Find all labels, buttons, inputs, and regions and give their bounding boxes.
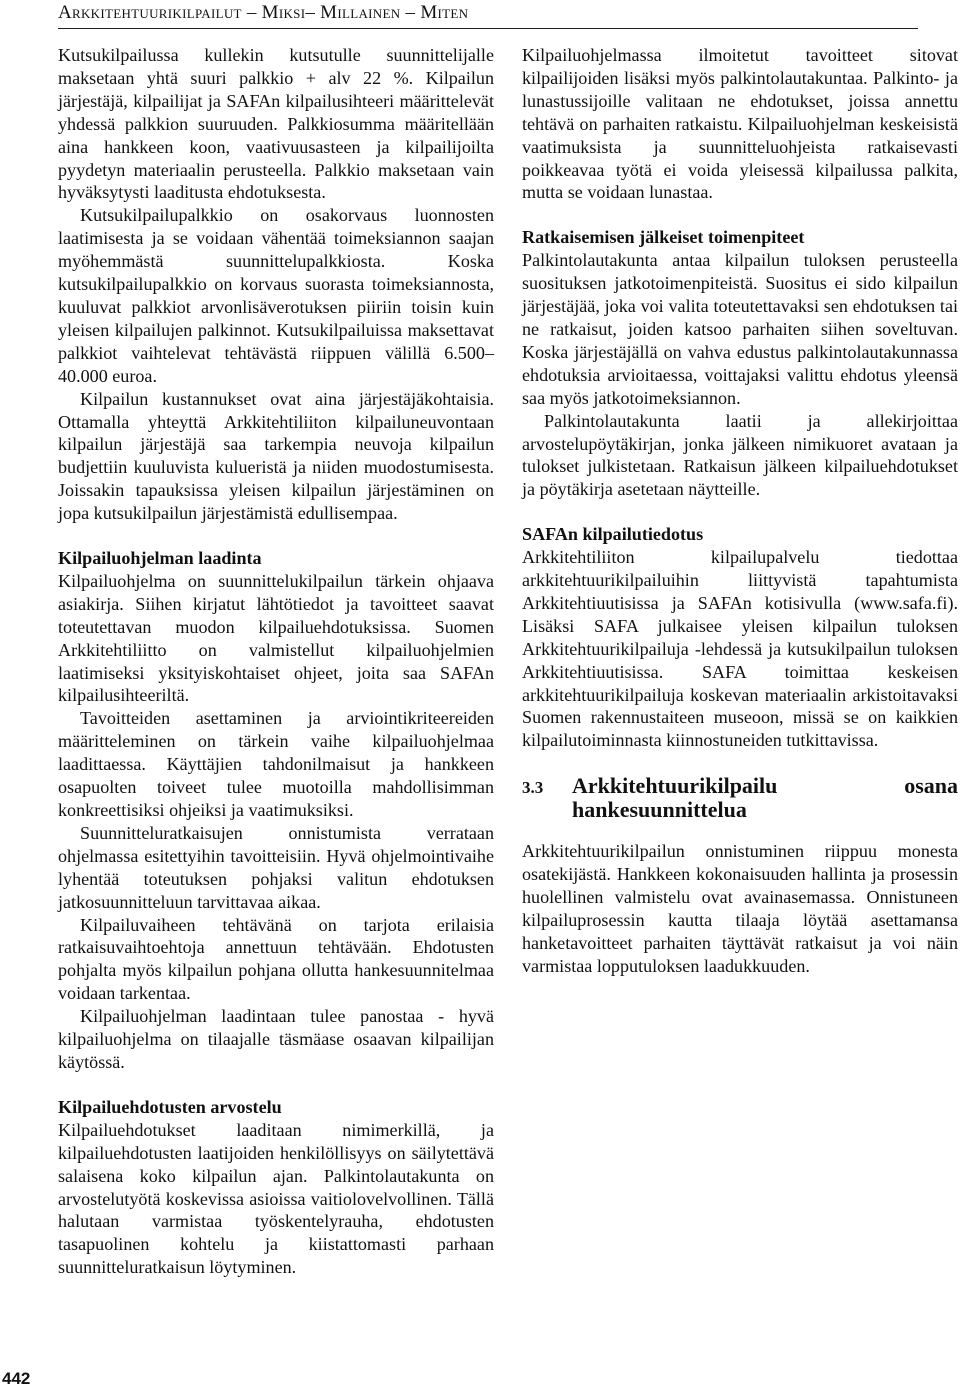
- section-heading: [522, 774, 958, 822]
- paragraph: Arkkitehtiliiton kilpailupalvelu tiedottaa arkkitehtuurikilpailuihin liittyvistä tapahtumista Arkkitehtiuutisissa ja SAFAn kotisivulla (www.safa.fi). Lisäksi SAFA julkaisee yleisen kilpailun tuloksen Arkkitehtuurikilpailuja -lehdessä ja kutsukilpailun tuloksen Arkkitehtiuutisissa. SAFA toimittaa keskeisen arkkitehtuurikilpailuja koskevan materiaalin arkistoitavaksi Suomen rakennustaiteen museoon, missä se on kaikkien kilpailutoiminnasta kiinnostuneiden tutkittavissa.: [522, 547, 958, 751]
- paragraph: Tavoitteiden asettaminen ja arviointikriteereiden määritteleminen on tärkein vaihe kilpailuohjelmaa laadittaessa. Käyttäjien tahdonilmaisut ja hankkeen osapuolten toiveet tulee muotoilla mahdollisimman konkreettisiksi ohjeiksi ja vaatimuksiksi.: [58, 708, 494, 820]
- paragraph: Kilpailuohjelma on suunnittelukilpailun tärkein ohjaava asiakirja. Siihen kirjatut lähtötiedot ja tavoitteet saavat toteutettavan muodon kilpailuehdotuksissa. Suomen Arkkitehtiliitto on valmistellut kilpailuohjelmien laatimiseksi yksityiskohtaiset ohjeet, joita saa SAFAn kilpailusihteeriltä.: [58, 570, 494, 706]
- paragraph: Kutsukilpailussa kullekin kutsutulle suunnittelijalle maksetaan yhtä suuri palkkio + alv 22 %. Kilpailun järjestäjä, kilpailijat ja SAFAn kilpailusihteeri määrittelevät yhdessä palkkion suuruuden. Palkkiosumma määritellään aina hankkeen koon, vaativuusasteen ja kilpailijoilta pyydetyn materiaalin perusteella. Palkkio maksetaan vain hyväksytysti laaditusta ehdotuksesta.: [58, 45, 494, 203]
- right-column: [522, 44, 958, 978]
- section-number: 3.3: [522, 778, 544, 798]
- paragraph: Kilpailuohjelman laadintaan tulee panostaa - hyvä kilpailuohjelma on tilaajalle täsmäase osaavan kilpailijan käytössä.: [58, 1006, 494, 1072]
- paragraph: Kutsukilpailupalkkio on osakorvaus luonnosten laatimisesta ja se voidaan vähentää toimeksiannon saajan myöhemmästä suunnittelupalkkiosta. Koska kutsukilpailupalkkio on korvaus suorasta toimeksiannosta, kuuluvat palkkiot arvonlisäverotuksen piiriin toisin kuin yleisen kilpailujen palkinnot. Kutsukilpailuissa maksettavat palkkiot vaihtelevat tehtävästä riippuen välillä 6.500–40.000 euroa.: [58, 205, 494, 386]
- paragraph: Kilpailun kustannukset ovat aina järjestäjäkohtaisia. Ottamalla yhteyttä Arkkitehtiliiton kilpailuneuvontaan kilpailun järjestäjä saa tarkempia neuvoja kilpailun budjettiin kuuluvista kulueristä ja niiden muodostumisesta. Joissakin tapauksissa yleisen kilpailun järjestäminen on jopa kutsukilpailun järjestämistä edullisempaa.: [58, 388, 494, 524]
- paragraph: Kilpailuohjelmassa ilmoitetut tavoitteet sitovat kilpailijoiden lisäksi myös palkintolautakuntaa. Palkinto- ja lunastussijoille valitaan ne ehdotukset, joissa annettu tehtävä on parhaiten ratkaistu. Kilpailuohjelman keskeisistä vaatimuksista ja suunnitteluohjeista ratkaisevasti poikkeavaa työtä ei voida yleisessä kilpailussa palkita, mutta se voidaan lunastaa.: [522, 45, 958, 203]
- running-head: Arkkitehtuurikilpailut – Miksi– Millainen – Miten: [58, 2, 918, 29]
- paragraph: Kilpailuehdotukset laaditaan nimimerkillä, ja kilpailuehdotusten laatijoiden henkilöllisyys on säilytettävä salaisena koko kilpailun ajan. Palkintolautakunta on arvostelutyötä koskevissa asioissa vaitiolovelvollinen. Tällä halutaan varmistaa työskentelyrauha, ehdotusten tasapuolinen kohtelu ja kiistattomasti parhaan suunnitteluratkaisun löytyminen.: [58, 1119, 494, 1278]
- page-number: 442: [2, 1369, 31, 1388]
- paragraph: Arkkitehtuurikilpailun onnistuminen riippuu monesta osatekijästä. Hankkeen kokonaisuuden hallinta ja prosessin huolellinen valmistelu ovat avainasemassa. Onnistuneen kilpailuprosessin kautta tilaaja löytää asettamansa hanketavoitteet parhaiten täyttävät ratkaisut ja voi näin varmistaa lopputuloksen laadukkuuden.: [522, 841, 958, 976]
- paragraph: Palkintolautakunta laatii ja allekirjoittaa arvostelupöytäkirjan, jonka jälkeen nimikuoret avataan ja tulokset julkistetaan. Ratkaisun jälkeen kilpailuehdotukset ja pöytäkirja asetetaan näytteille.: [522, 410, 958, 500]
- paragraph: Palkintolautakunta antaa kilpailun tuloksen perusteella suosituksen jatkotoimenpiteistä. Suositus ei sido kilpailun järjestäjää, joka voi valita toteutettavaksi sen ehdotuksen tai ne ratkaisut, joiden katsoo parhaiten siihen soveltuvan. Koska järjestäjällä on vahva edustus palkintolautakunnassa ehdotuksia arvioitaessa, voittajaksi valittu ehdotus yleensä saa myös jatkotoimeksiannon.: [522, 250, 958, 408]
- paragraph: Kilpailuvaiheen tehtävänä on tarjota erilaisia ratkaisuvaihtoehtoja annettuun tehtävään. Ehdotusten pohjalta myös kilpailun pohjana ollutta hankesuunnitelmaa voidaan tarkentaa.: [58, 914, 494, 1004]
- section-title: Arkkitehtuurikilpailu osana hankesuunnittelua: [572, 773, 958, 823]
- subheading-kilpailuohjelman-laadinta: Kilpailuohjelman laadinta: [58, 548, 262, 569]
- subheading-safan-kilpailutiedotus: SAFAn kilpailutiedotus: [522, 524, 704, 545]
- left-column: [58, 44, 494, 1279]
- paragraph: Suunnitteluratkaisujen onnistumista verrataan ohjelmassa esitettyihin tavoitteisiin. Hyvä ohjelmointivaihe lyhentää toteutuksen pohjaksi valitun ehdotuksen jatkosuunnitteluun tarvittavaa aikaa.: [58, 822, 494, 912]
- subheading-kilpailuehdotusten-arvostelu: Kilpailuehdotusten arvostelu: [58, 1096, 282, 1117]
- subheading-ratkaisemisen-jalkeiset-toimenpiteet: Ratkaisemisen jälkeiset toimenpiteet: [522, 227, 805, 248]
